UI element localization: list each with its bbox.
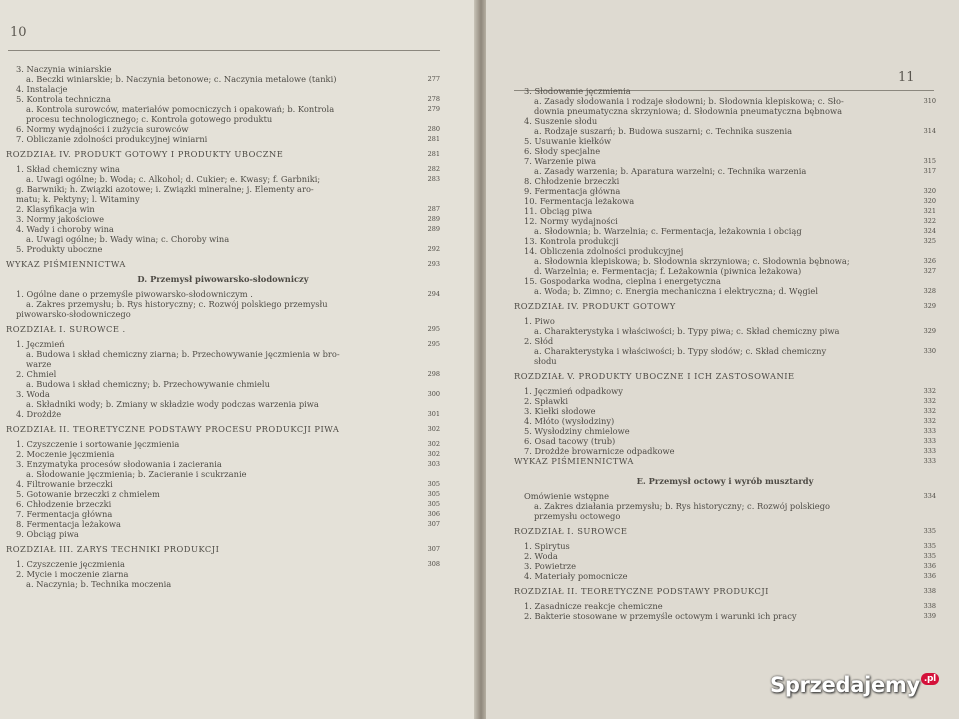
toc-entry: [6, 469, 440, 479]
entry-title: 3. Słodowanie jęczmienia: [524, 86, 631, 96]
toc-entry: [514, 541, 936, 551]
entry-title: 1. Jęczmień: [16, 339, 65, 349]
page-ref: 314: [923, 127, 936, 135]
toc-entry: [6, 489, 440, 499]
entry-title: przemysłu octowego: [534, 511, 621, 521]
toc-entry: [6, 94, 440, 104]
page-ref: 328: [923, 287, 936, 295]
entry-title: 8. Fermentacja leżakowa: [16, 519, 121, 529]
toc-entry: [6, 499, 440, 509]
entry-title: piwowarsko-słodowniczego: [16, 309, 131, 319]
entry-title: 4. Drożdże: [16, 409, 62, 419]
entry-title: 7. Drożdże browarnicze odpadkowe: [524, 446, 675, 456]
toc-entry: [514, 336, 936, 346]
page-ref: 333: [923, 447, 936, 455]
entry-title: a. Naczynia; b. Technika moczenia: [26, 579, 172, 589]
entry-title: 4. Młóto (wysłodziny): [524, 416, 615, 426]
entry-title: 6. Słody specjalne: [524, 146, 601, 156]
page-ref: 338: [923, 587, 936, 595]
page-ref: 295: [427, 340, 440, 348]
entry-title: 13. Kontrola produkcji: [524, 236, 619, 246]
toc-entry: [514, 491, 936, 501]
toc-entry: [6, 124, 440, 134]
toc-entry: [514, 106, 936, 116]
toc-entry: [6, 84, 440, 94]
entry-title: procesu technologicznego; c. Kontrola gotowego produktu: [26, 114, 273, 124]
entry-title: a. Zasady słodowania i rodzaje słodowni; b. Słodownia klepiskowa; c. Sło-: [534, 96, 844, 106]
entry-title: 6. Chłodzenie brzeczki: [16, 499, 112, 509]
entry-title: 2. Moczenie jęczmienia: [16, 449, 115, 459]
page-ref: 332: [923, 397, 936, 405]
entry-title: 1. Spirytus: [524, 541, 570, 551]
page-ref: 293: [427, 260, 440, 268]
page-ref: 317: [923, 167, 936, 175]
page-ref: 327: [923, 267, 936, 275]
toc-entry: [6, 409, 440, 419]
page-ref: 282: [427, 165, 440, 173]
page-ref: 333: [923, 427, 936, 435]
page-ref: 320: [923, 187, 936, 195]
entry-title: 12. Normy wydajności: [524, 216, 618, 226]
toc-entry: [6, 379, 440, 389]
toc-entry: [514, 561, 936, 571]
toc-entry: [514, 156, 936, 166]
entry-title: ROZDZIAŁ V. PRODUKTY UBOCZNE I ICH ZASTOSOWANIE: [514, 371, 795, 381]
page-ref: 322: [923, 217, 936, 225]
page-ref: 303: [427, 460, 440, 468]
chapter-heading: [514, 456, 936, 466]
entry-title: 4. Suszenie słodu: [524, 116, 598, 126]
section-title-text: E. Przemysł octowy i wyrób musztardy: [636, 476, 814, 486]
toc-entry: [514, 166, 936, 176]
section-title-text: D. Przemysł piwowarsko-słodowniczy: [137, 274, 309, 284]
toc-entry: [514, 601, 936, 611]
page-ref: 336: [923, 562, 936, 570]
entry-title: 2. Klasyfikacja win: [16, 204, 95, 214]
toc-entry: [514, 186, 936, 196]
entry-title: 2. Słód: [524, 336, 554, 346]
page-number: 11: [898, 70, 915, 85]
entry-title: 4. Materiały pomocnicze: [524, 571, 628, 581]
watermark-logo: Sprzedajemy .pl: [770, 673, 939, 697]
entry-title: ROZDZIAŁ I. SUROWCE: [514, 526, 628, 536]
toc-entry: [514, 356, 936, 366]
entry-title: a. Budowa i skład chemiczny ziarna; b. Przechowywanie jęczmienia w bro-: [26, 349, 340, 359]
toc-entry: [514, 426, 936, 436]
page-ref: 305: [427, 490, 440, 498]
entry-title: a. Składniki wody; b. Zmiany w składzie wody podczas warzenia piwa: [26, 399, 319, 409]
page-ref: 332: [923, 407, 936, 415]
page-number: 10: [10, 25, 27, 40]
page-ref: 279: [427, 105, 440, 113]
chapter-heading: [6, 149, 440, 159]
entry-title: 3. Powietrze: [524, 561, 577, 571]
toc-list: [514, 86, 936, 621]
page-ref: 339: [923, 612, 936, 620]
entry-title: 7. Warzenie piwa: [524, 156, 597, 166]
entry-title: a. Kontrola surowców, materiałów pomocniczych i opakowań; b. Kontrola: [26, 104, 335, 114]
toc-entry: [6, 64, 440, 74]
entry-title: a. Zasady warzenia; b. Aparatura warzelni; c. Technika warzenia: [534, 166, 807, 176]
toc-entry: [6, 289, 440, 299]
entry-title: 1. Ogólne dane o przemyśle piwowarsko-słodowniczym .: [16, 289, 253, 299]
entry-title: g. Barwniki; h. Związki azotowe; i. Związki mineralne; j. Elementy aro-: [16, 184, 314, 194]
entry-title: a. Woda; b. Zimno; c. Energia mechaniczna i elektryczna; d. Węgiel: [534, 286, 818, 296]
toc-entry: [6, 459, 440, 469]
chapter-heading: [6, 544, 440, 554]
toc-entry: [6, 194, 440, 204]
page-ref: 289: [427, 225, 440, 233]
toc-entry: [514, 176, 936, 186]
entry-title: 9. Fermentacja główna: [524, 186, 621, 196]
toc-entry: [6, 204, 440, 214]
left-page: [0, 0, 476, 719]
page-ref: 329: [923, 327, 936, 335]
entry-title: 15. Gospodarka wodna, cieplna i energetyczna: [524, 276, 721, 286]
entry-title: ROZDZIAŁ IV. PRODUKT GOTOWY: [514, 301, 676, 311]
toc-entry: [514, 286, 936, 296]
entry-title: 2. Mycie i moczenie ziarna: [16, 569, 129, 579]
entry-title: 4. Filtrowanie brzeczki: [16, 479, 113, 489]
page-ref: 325: [923, 237, 936, 245]
entry-title: WYKAZ PIŚMIENNICTWA: [514, 456, 634, 466]
page-ref: 332: [923, 387, 936, 395]
entry-title: słodu: [534, 356, 557, 366]
toc-entry: [514, 436, 936, 446]
toc-entry: [514, 396, 936, 406]
entry-title: 1. Skład chemiczny wina: [16, 164, 121, 174]
entry-title: downia pneumatyczna skrzyniowa; d. Słodownia pneumatyczna bębnowa: [534, 106, 843, 116]
entry-title: 1. Zasadnicze reakcje chemiczne: [524, 601, 663, 611]
entry-title: warze: [26, 359, 52, 369]
page-ref: 302: [427, 450, 440, 458]
page-ref: 308: [427, 560, 440, 568]
entry-title: 4. Instalacje: [16, 84, 68, 94]
entry-title: ROZDZIAŁ I. SUROWCE .: [6, 324, 126, 334]
toc-entry: [6, 224, 440, 234]
entry-title: 1. Czyszczenie jęczmienia: [16, 559, 125, 569]
chapter-heading: [6, 259, 440, 269]
entry-title: 1. Jęczmień odpadkowy: [524, 386, 623, 396]
page-ref: 292: [427, 245, 440, 253]
entry-title: 5. Wysłodziny chmielowe: [524, 426, 630, 436]
toc-entry: [514, 86, 936, 96]
entry-title: 3. Woda: [16, 389, 50, 399]
toc-entry: [514, 266, 936, 276]
entry-title: a. Rodzaje suszarń; b. Budowa suszarni; c. Technika suszenia: [534, 126, 793, 136]
entry-title: a. Uwagi ogólne; b. Wady wina; c. Choroby wina: [26, 234, 230, 244]
entry-title: a. Beczki winiarskie; b. Naczynia betonowe; c. Naczynia metalowe (tanki): [26, 74, 337, 84]
entry-title: 3. Kiełki słodowe: [524, 406, 596, 416]
page-ref: 307: [427, 545, 440, 553]
entry-title: 2. Chmiel: [16, 369, 57, 379]
entry-title: 5. Usuwanie kiełków: [524, 136, 612, 146]
section-title: [514, 476, 936, 486]
entry-title: matu; k. Pektyny; l. Witaminy: [16, 194, 140, 204]
toc-entry: [6, 479, 440, 489]
toc-entry: [6, 214, 440, 224]
entry-title: 3. Enzymatyka procesów słodowania i zacierania: [16, 459, 222, 469]
toc-entry: [514, 501, 936, 511]
toc-entry: [514, 611, 936, 621]
toc-entry: [514, 136, 936, 146]
toc-entry: [6, 349, 440, 359]
toc-entry: [514, 246, 936, 256]
toc-entry: [6, 439, 440, 449]
entry-title: Omówienie wstępne: [524, 491, 610, 501]
toc-entry: [514, 256, 936, 266]
page-ref: 302: [427, 440, 440, 448]
page-ref: 333: [923, 437, 936, 445]
entry-title: 3. Naczynia winiarskie: [16, 64, 112, 74]
page-ref: 315: [923, 157, 936, 165]
page-ref: 330: [923, 347, 936, 355]
toc-entry: [6, 299, 440, 309]
toc-entry: [514, 386, 936, 396]
chapter-heading: [6, 424, 440, 434]
page-ref: 305: [427, 480, 440, 488]
header-rule: [8, 50, 440, 51]
entry-title: ROZDZIAŁ III. ZARYS TECHNIKI PRODUKCJI: [6, 544, 220, 554]
toc-entry: [6, 569, 440, 579]
toc-entry: [6, 359, 440, 369]
chapter-heading: [514, 526, 936, 536]
toc-list: [6, 64, 440, 589]
toc-entry: [6, 389, 440, 399]
page-ref: 298: [427, 370, 440, 378]
page-ref: 321: [923, 207, 936, 215]
toc-entry: [514, 116, 936, 126]
entry-title: d. Warzelnia; e. Fermentacja; f. Leżakownia (piwnica leżakowa): [534, 266, 802, 276]
page-ref: 280: [427, 125, 440, 133]
entry-title: a. Słodownia; b. Warzelnia; c. Fermentacja, leżakownia i obciąg: [534, 226, 802, 236]
page-ref: 326: [923, 257, 936, 265]
toc-entry: [6, 509, 440, 519]
entry-title: a. Budowa i skład chemiczny; b. Przechowywanie chmielu: [26, 379, 270, 389]
chapter-heading: [514, 371, 936, 381]
toc-entry: [6, 244, 440, 254]
toc-entry: [514, 346, 936, 356]
page-ref: 302: [427, 425, 440, 433]
toc-entry: [514, 196, 936, 206]
page-ref: 324: [923, 227, 936, 235]
entry-title: 11. Obciąg piwa: [524, 206, 593, 216]
toc-entry: [514, 146, 936, 156]
entry-title: a. Zakres działania przemysłu; b. Rys historyczny; c. Rozwój polskiego: [534, 501, 831, 511]
toc-entry: [6, 529, 440, 539]
page-ref: 307: [427, 520, 440, 528]
chapter-heading: [514, 301, 936, 311]
entry-title: a. Uwagi ogólne; b. Woda; c. Alkohol; d. Cukier; e. Kwasy; f. Garbniki;: [26, 174, 321, 184]
page-ref: 333: [923, 457, 936, 465]
toc-entry: [6, 104, 440, 114]
page-ref: 287: [427, 205, 440, 213]
page-ref: 335: [923, 527, 936, 535]
toc-entry: [6, 234, 440, 244]
page-ref: 301: [427, 410, 440, 418]
entry-title: a. Słodowanie jęczmienia; b. Zacieranie i scukrzanie: [26, 469, 247, 479]
page-ref: 335: [923, 542, 936, 550]
entry-title: 14. Obliczenia zdolności produkcyjnej: [524, 246, 684, 256]
entry-title: ROZDZIAŁ II. TEORETYCZNE PODSTAWY PRODUKCJI: [514, 586, 769, 596]
entry-title: 6. Osad tacowy (trub): [524, 436, 616, 446]
toc-entry: [6, 519, 440, 529]
toc-entry: [6, 369, 440, 379]
entry-title: a. Zakres przemysłu; b. Rys historyczny; c. Rozwój polskiego przemysłu: [26, 299, 328, 309]
right-page: [486, 0, 959, 719]
toc-entry: [514, 236, 936, 246]
page-ref: 336: [923, 572, 936, 580]
entry-title: 10. Fermentacja leżakowa: [524, 196, 635, 206]
toc-entry: [514, 446, 936, 456]
entry-title: 2. Spławki: [524, 396, 568, 406]
toc-entry: [514, 511, 936, 521]
toc-entry: [6, 399, 440, 409]
page-ref: 295: [427, 325, 440, 333]
toc-entry: [6, 559, 440, 569]
toc-entry: [514, 96, 936, 106]
page-ref: 310: [923, 97, 936, 105]
toc-entry: [6, 309, 440, 319]
entry-title: 3. Normy jakościowe: [16, 214, 105, 224]
toc-entry: [6, 74, 440, 84]
page-ref: 335: [923, 552, 936, 560]
page-ref: 278: [427, 95, 440, 103]
entry-title: 6. Normy wydajności i zużycia surowców: [16, 124, 189, 134]
entry-title: 7. Fermentacja główna: [16, 509, 113, 519]
page-ref: 283: [427, 175, 440, 183]
toc-entry: [6, 184, 440, 194]
toc-entry: [514, 316, 936, 326]
page-ref: 334: [923, 492, 936, 500]
toc-entry: [6, 174, 440, 184]
toc-entry: [514, 206, 936, 216]
entry-title: ROZDZIAŁ II. TEORETYCZNE PODSTAWY PROCESU PRODUKCJI PIWA: [6, 424, 340, 434]
page-ref: 306: [427, 510, 440, 518]
chapter-heading: [6, 324, 440, 334]
toc-entry: [6, 134, 440, 144]
toc-entry: [514, 326, 936, 336]
toc-entry: [514, 571, 936, 581]
page-ref: 332: [923, 417, 936, 425]
page-ref: 305: [427, 500, 440, 508]
entry-title: 9. Obciąg piwa: [16, 529, 79, 539]
page-ref: 289: [427, 215, 440, 223]
page-ref: 338: [923, 602, 936, 610]
toc-entry: [514, 226, 936, 236]
page-ref: 329: [923, 302, 936, 310]
entry-title: 2. Woda: [524, 551, 558, 561]
entry-title: 5. Kontrola techniczna: [16, 94, 111, 104]
entry-title: 5. Gotowanie brzeczki z chmielem: [16, 489, 160, 499]
entry-title: 7. Obliczanie zdolności produkcyjnej winiarni: [16, 134, 208, 144]
page-ref: 281: [427, 150, 440, 158]
toc-entry: [6, 339, 440, 349]
toc-entry: [6, 164, 440, 174]
page-ref: 320: [923, 197, 936, 205]
entry-title: 4. Wady i choroby wina: [16, 224, 114, 234]
page-ref: 277: [427, 75, 440, 83]
page-ref: 294: [427, 290, 440, 298]
page-ref: 300: [427, 390, 440, 398]
entry-title: 5. Produkty uboczne: [16, 244, 103, 254]
entry-title: ROZDZIAŁ IV. PRODUKT GOTOWY I PRODUKTY UBOCZNE: [6, 149, 284, 159]
entry-title: a. Słodownia klepiskowa; b. Słodownia skrzyniowa; c. Słodownia bębnowa;: [534, 256, 850, 266]
entry-title: WYKAZ PIŚMIENNICTWA: [6, 259, 126, 269]
toc-entry: [514, 216, 936, 226]
entry-title: 8. Chłodzenie brzeczki: [524, 176, 620, 186]
toc-entry: [6, 449, 440, 459]
toc-entry: [514, 406, 936, 416]
entry-title: 1. Czyszczenie i sortowanie jęczmienia: [16, 439, 180, 449]
entry-title: 1. Piwo: [524, 316, 555, 326]
toc-entry: [6, 114, 440, 124]
toc-entry: [514, 551, 936, 561]
entry-title: a. Charakterystyka i właściwości; b. Typy słodów; c. Skład chemiczny: [534, 346, 827, 356]
entry-title: 2. Bakterie stosowane w przemyśle octowym i warunki ich pracy: [524, 611, 797, 621]
entry-title: a. Charakterystyka i właściwości; b. Typy piwa; c. Skład chemiczny piwa: [534, 326, 840, 336]
toc-entry: [514, 276, 936, 286]
toc-entry: [514, 126, 936, 136]
toc-entry: [514, 416, 936, 426]
toc-entry: [6, 579, 440, 589]
section-title: [6, 274, 440, 284]
chapter-heading: [514, 586, 936, 596]
page-ref: 281: [427, 135, 440, 143]
